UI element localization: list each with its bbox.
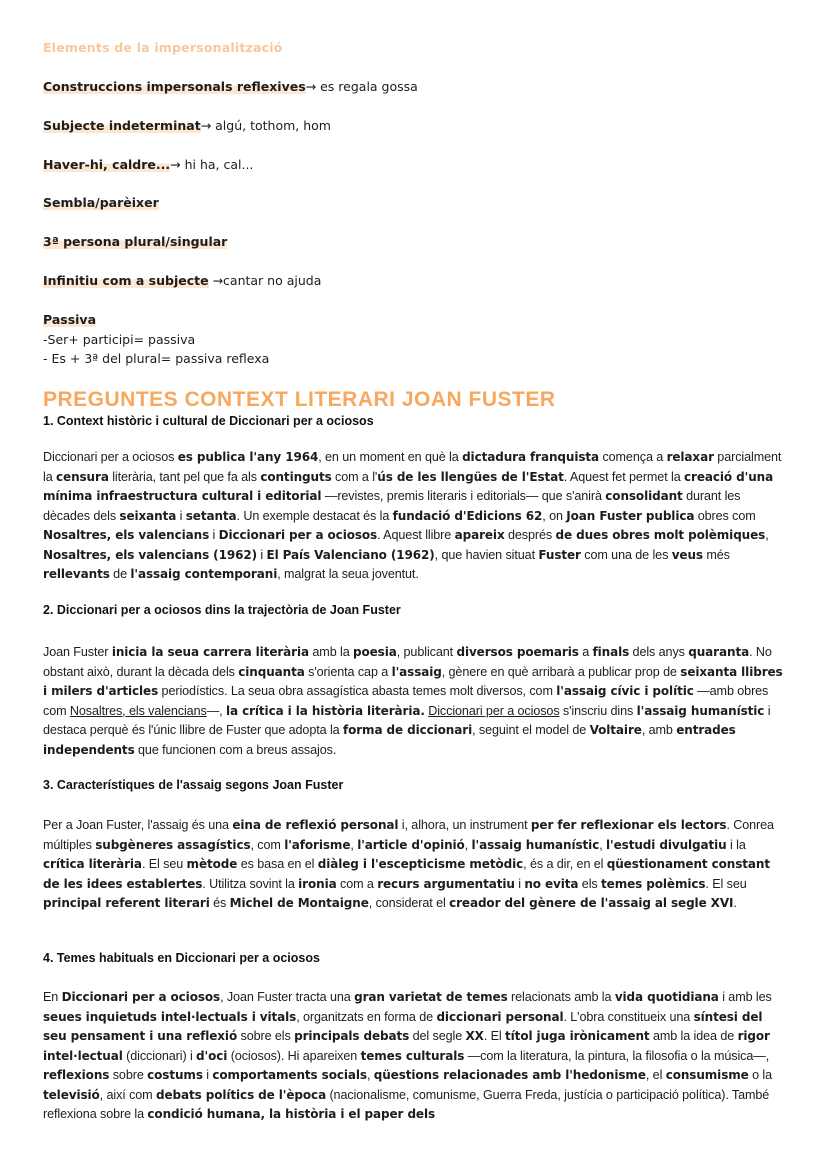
text-run: s'inscriu dins [559,703,637,718]
text-run: de [109,567,131,581]
text-run: , [350,837,358,852]
text-run: i [209,528,219,542]
bold-text: creador del gènere de l'assaig al segle XVI [449,896,734,910]
bold-text: d'oci [196,1048,228,1063]
text-run: (nacionalisme, comunisme, Guerra Freda, justícia o participació política). També reflexiona sobre la [43,1087,770,1121]
text-run: . Conrea múltiples [43,818,774,852]
text-run: , que havien situat [434,547,539,562]
bold-text: relaxar [666,450,714,464]
bold-text: diàleg i l'escepticisme metòdic [317,857,524,871]
text-run: i la [726,837,746,852]
text-run: dels anys [629,645,689,659]
text-run: . No obstant això, durant la dècada dels [43,645,772,679]
bold-text: finals [592,645,630,659]
text-run: . Aquest fet permet la [563,469,685,484]
underlined-title: Diccionari per a ociosos [428,703,560,718]
bold-text: censura [56,469,109,484]
text-run: Diccionari per a ociosos [43,450,178,464]
bold-text: dictadura franquista [462,450,600,464]
bold-text: mètode [186,857,238,871]
text-run: literària, tant pel que fa als [108,469,261,484]
bold-text: ironia [298,876,337,891]
bold-text: l'estudi divulgatiu [606,837,727,852]
text-run: , Joan Fuster tracta una [220,990,355,1004]
bold-text: forma de diccionari [342,723,473,737]
bold-text: ús de les llengües de l'Estat [377,469,564,484]
bold-text: fundació d'Edicions 62 [392,508,543,523]
bold-text: cinquanta [238,664,305,679]
list-item [43,312,96,328]
text-run: i [514,876,525,891]
item-label: Haver-hi, caldre... [43,157,171,172]
bold-text: seixanta llibres i milers d'articles [43,664,783,698]
bold-text: entrades independents [43,723,736,757]
bold-text: principal referent literari [43,896,210,910]
text-run: —, [206,703,226,718]
item-example: →cantar no ajuda [208,273,322,288]
bold-text: diversos poemaris [456,645,579,659]
item-label: Infinitiu com a subjecte [43,273,209,288]
text-run: , [599,837,607,852]
section-heading: 2. Diccionari per a ociosos dins la trajectòria de Joan Fuster [43,603,401,617]
text-run: —com la literatura, la pintura, la filosofia o la música—, [464,1048,770,1063]
bold-text: títol juga irònicament [505,1029,650,1043]
bold-text: El País Valenciano (1962) [266,547,435,562]
list-item [43,157,253,173]
section-paragraph [43,448,783,585]
list-item [43,234,227,250]
text-run: i [256,547,267,562]
text-run: , malgrat la seua joventut. [277,567,419,581]
underlined-title: Nosaltres, els valencians [69,703,207,718]
bold-text: continguts [260,469,332,484]
bold-text: síntesi del seu pensament i una reflexió [43,1009,763,1043]
bold-text: gran varietat de temes [354,990,508,1004]
passiva-line: -Ser+ participi= passiva [43,332,196,347]
text-run: . [733,896,737,910]
list-item [43,79,418,95]
section-heading: 3. Característiques de l'assaig segons Joan Fuster [43,778,344,792]
text-run: , [464,837,472,852]
list-item [43,195,159,211]
text-run: . Utilitza sovint la [202,876,299,891]
bold-text: l'assaig [391,664,442,679]
bold-text: Diccionari per a ociosos [61,990,221,1004]
bold-text: diccionari personal [436,1009,564,1024]
bold-text: comportaments socials [212,1068,367,1082]
section-paragraph [43,643,783,760]
text-run: , és a dir, en el [523,857,607,871]
text-run: . Un exemple destacat és la [236,508,393,523]
text-run: (ociosos). Hi apareixen [227,1048,361,1063]
item-label: 3ª persona plural/singular [43,234,228,249]
bold-text: Nosaltres, els valencians (1962) [43,547,257,562]
text-run: sobre [109,1068,148,1082]
bold-text: veus [671,547,703,562]
item-example: → es regala gossa [305,79,418,94]
text-run: Joan Fuster [43,645,112,659]
bold-text: debats polítics de l'època [155,1087,327,1102]
item-label: Passiva [43,312,97,327]
text-run: —revistes, premis literaris i editorials— que s'anirà [321,489,606,503]
text-run: parcialment la [43,450,782,484]
bold-text: consumisme [665,1068,749,1082]
main-heading: PREGUNTES CONTEXT LITERARI JOAN FUSTER [43,388,556,411]
text-run: . L'obra constitueix una [563,1009,694,1024]
text-run: (diccionari) i [122,1048,197,1063]
text-run: , publicant [396,645,457,659]
bold-text: l'aforisme [284,837,351,852]
item-label: Subjecte indeterminat [43,118,201,133]
text-run: i amb les [718,990,772,1004]
bold-text: Diccionari per a ociosos [218,528,378,542]
bold-text: creació d'una mínima infraestructura cultural i editorial [43,469,774,503]
text-run: . El [483,1029,506,1043]
text-run: . El seu [705,876,747,891]
bold-text: Voltaire [589,723,642,737]
item-label: Sembla/parèixer [43,195,159,210]
item-label: Construccions impersonals reflexives [43,79,306,94]
bold-text: principals debats [294,1029,410,1043]
bold-text: l'assaig contemporani [130,567,278,581]
bold-text: apareix [454,528,505,542]
bold-text: consolidant [605,489,683,503]
bold-text: no evita [524,876,579,891]
text-run: , [366,1068,374,1082]
bold-text: televisió [43,1087,100,1102]
bold-text: Fuster [538,547,581,562]
bold-text: Michel de Montaigne [229,896,369,910]
bold-text: la crítica i la història literària. [225,703,425,718]
list-item [43,273,321,289]
text-run: , organitzats en forma de [296,1009,437,1024]
text-run: , així com [99,1087,156,1102]
text-run: , gènere en què arribarà a publicar prop de [441,664,681,679]
text-run: relacionats amb la [507,990,615,1004]
text-run: i [176,508,186,523]
text-run: comença a [599,450,667,464]
bold-text: condició humana, la història i el paper dels [147,1107,436,1121]
text-run: —amb obres com [43,684,769,718]
bold-text: es publica l'any 1964 [177,450,319,464]
text-run: es basa en el [237,857,318,871]
bold-text: per fer reflexionar els lectors [530,818,727,832]
text-run: obres com [694,508,756,523]
bold-text: temes polèmics [601,876,706,891]
section-paragraph [43,816,783,914]
bold-text: setanta [185,508,237,523]
section-heading: 1. Context històric i cultural de Diccionari per a ociosos [43,414,374,428]
text-run: . Aquest llibre [377,528,455,542]
bold-text: crítica literària [43,857,142,871]
text-run: , [765,528,769,542]
bold-text: reflexions [43,1068,110,1082]
bold-text: recurs argumentatiu [377,876,515,891]
section-paragraph [43,988,783,1125]
bold-text: costums [147,1068,203,1082]
text-run: i, alhora, un instrument [398,818,531,832]
bold-text: qüestionament constant de les idees establertes [43,857,770,891]
bold-text: rellevants [43,567,110,581]
bold-text: seixanta [119,508,177,523]
bold-text: l'assaig humanístic [636,703,765,718]
section-heading: 4. Temes habituals en Diccionari per a ociosos [43,951,320,965]
bold-text: eina de reflexió personal [232,818,399,832]
text-run: , on [542,508,567,523]
text-run: sobre els [237,1029,295,1043]
bold-text: rigor intel·lectual [43,1029,770,1063]
text-run: i destaca perquè és l'únic llibre de Fuster que adopta la [43,703,771,737]
text-run: , amb [641,723,677,737]
bold-text: vida quotidiana [614,990,719,1004]
item-example: → algú, tothom, hom [200,118,331,133]
bold-text: Joan Fuster publica [566,508,695,523]
text-run: amb la [309,645,353,659]
text-run: periodístics. La seua obra assagística abasta temes molt diversos, com [158,684,557,698]
text-run: com a l' [331,469,378,484]
bold-text: Nosaltres, els valencians [43,528,210,542]
text-run: . El seu [141,857,187,871]
text-run: que funcionen com a breus assajos. [134,742,337,757]
passiva-line: - Es + 3ª del plural= passiva reflexa [43,351,270,366]
text-run: Per a Joan Fuster, l'assaig és una [43,818,233,832]
bold-text: quaranta [688,645,750,659]
item-example: → hi ha, cal... [170,157,254,172]
bold-text: inicia la seua carrera literària [111,645,309,659]
text-run: com una de les [580,547,672,562]
bold-text: l'assaig humanístic [471,837,600,852]
bold-text: seues inquietuds intel·lectuals i vitals [43,1009,297,1024]
text-run: , com [250,837,285,852]
text-run: del segle [409,1029,466,1043]
text-run: durant les dècades dels [43,489,741,523]
text-run: s'orienta cap a [304,664,392,679]
impersonalization-title: Elements de la impersonalització [43,40,283,55]
text-run: , en un moment en què la [318,450,463,464]
bold-text: subgèneres assagístics [95,837,251,852]
text-run: els [578,876,602,891]
text-run: i [202,1068,213,1082]
text-run: o la [748,1068,772,1082]
list-item [43,118,331,134]
bold-text: de dues obres molt polèmiques [555,528,766,542]
text-run: amb la idea de [649,1029,738,1043]
bold-text: l'article d'opinió [357,837,465,852]
bold-text: l'assaig cívic i polític [556,684,694,698]
text-run: En [43,990,62,1004]
text-run: , seguint el model de [472,723,590,737]
bold-text: qüestions relacionades amb l'hedonisme [373,1068,646,1082]
text-run: després [504,528,556,542]
bold-text: XX [465,1029,484,1043]
text-run: més [702,547,730,562]
text-run: , considerat el [368,896,450,910]
text-run: com a [336,876,378,891]
text-run: a [578,645,593,659]
text-run: , el [645,1068,666,1082]
text-run: és [209,896,230,910]
bold-text: poesia [353,645,397,659]
bold-text: temes culturals [360,1048,465,1063]
